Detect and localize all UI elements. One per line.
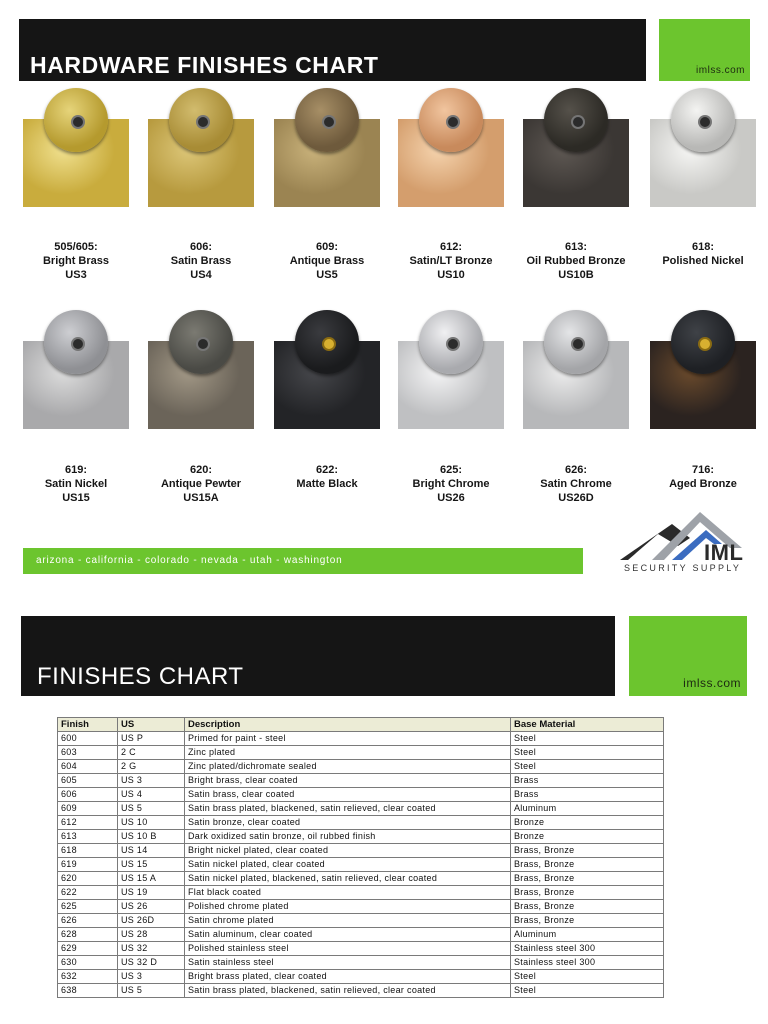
finish-swatch bbox=[274, 88, 380, 220]
table-row bbox=[58, 956, 664, 970]
finish-name: Satin Nickel bbox=[44, 478, 108, 490]
finish-caption bbox=[141, 463, 261, 505]
top-header-bar bbox=[19, 19, 646, 81]
cell-finish: 619 bbox=[58, 858, 118, 872]
table-row bbox=[58, 900, 664, 914]
table-row bbox=[58, 984, 664, 998]
finish-swatch bbox=[398, 310, 504, 442]
finish-us: US3 bbox=[65, 269, 87, 281]
finish-code: 625: bbox=[439, 464, 463, 476]
cell-base-material: Brass, Bronze bbox=[511, 858, 664, 872]
cell-description: Dark oxidized satin bronze, oil rubbed finish bbox=[185, 830, 511, 844]
cell-description: Bright brass plated, clear coated bbox=[185, 970, 511, 984]
finish-name: Polished Nickel bbox=[662, 255, 744, 267]
cell-us: US 15 A bbox=[118, 872, 185, 886]
cell-description: Satin brass plated, blackened, satin relieved, clear coated bbox=[185, 984, 511, 998]
finish-caption bbox=[141, 240, 261, 282]
table-row bbox=[58, 942, 664, 956]
keyhole-icon bbox=[698, 337, 712, 351]
cell-finish: 613 bbox=[58, 830, 118, 844]
finish-us: US15 bbox=[62, 492, 90, 504]
section-title: FINISHES CHART bbox=[37, 663, 244, 690]
cell-description: Bright brass, clear coated bbox=[185, 774, 511, 788]
table-row bbox=[58, 858, 664, 872]
cell-us: US 28 bbox=[118, 928, 185, 942]
finish-caption bbox=[16, 463, 136, 505]
cell-finish: 629 bbox=[58, 942, 118, 956]
lock-knob-icon bbox=[295, 310, 359, 374]
cell-us: US 26D bbox=[118, 914, 185, 928]
cell-description: Bright nickel plated, clear coated bbox=[185, 844, 511, 858]
cell-base-material: Brass bbox=[511, 788, 664, 802]
finish-name: Antique Brass bbox=[289, 255, 365, 267]
cell-finish: 603 bbox=[58, 746, 118, 760]
finish-code: 622: bbox=[315, 464, 339, 476]
finish-name: Bright Brass bbox=[42, 255, 110, 267]
finish-swatch bbox=[523, 88, 629, 220]
finish-swatch bbox=[23, 88, 129, 220]
table-row bbox=[58, 914, 664, 928]
finish-code: 620: bbox=[189, 464, 213, 476]
logo-brand: IML bbox=[704, 540, 744, 565]
cell-finish: 626 bbox=[58, 914, 118, 928]
cell-finish: 625 bbox=[58, 900, 118, 914]
finish-swatch bbox=[148, 310, 254, 442]
cell-description: Satin aluminum, clear coated bbox=[185, 928, 511, 942]
cell-finish: 605 bbox=[58, 774, 118, 788]
cell-base-material: Brass, Bronze bbox=[511, 886, 664, 900]
cell-finish: 618 bbox=[58, 844, 118, 858]
lock-knob-icon bbox=[44, 310, 108, 374]
finish-swatch bbox=[274, 310, 380, 442]
cell-base-material: Aluminum bbox=[511, 802, 664, 816]
keyhole-icon bbox=[322, 115, 336, 129]
lock-knob-icon bbox=[544, 310, 608, 374]
cell-description: Satin brass plated, blackened, satin relieved, clear coated bbox=[185, 802, 511, 816]
cell-finish: 632 bbox=[58, 970, 118, 984]
finish-name: Bright Chrome bbox=[412, 478, 490, 490]
keyhole-icon bbox=[196, 337, 210, 351]
lock-knob-icon bbox=[419, 310, 483, 374]
finish-name: Aged Bronze bbox=[669, 478, 737, 490]
finish-swatch bbox=[523, 310, 629, 442]
table-row bbox=[58, 872, 664, 886]
finishes-table-wrap bbox=[57, 717, 663, 998]
cell-description: Satin nickel plated, blackened, satin relieved, clear coated bbox=[185, 872, 511, 886]
table-row bbox=[58, 816, 664, 830]
keyhole-icon bbox=[446, 337, 460, 351]
cell-us: US 26 bbox=[118, 900, 185, 914]
cell-us: US 4 bbox=[118, 788, 185, 802]
lock-knob-icon bbox=[295, 88, 359, 152]
cell-base-material: Brass, Bronze bbox=[511, 844, 664, 858]
cell-finish: 622 bbox=[58, 886, 118, 900]
table-row bbox=[58, 802, 664, 816]
finish-name: Matte Black bbox=[296, 478, 358, 490]
table-row bbox=[58, 830, 664, 844]
cell-base-material: Steel bbox=[511, 746, 664, 760]
finish-us: US5 bbox=[316, 269, 338, 281]
finish-us: US15A bbox=[183, 492, 219, 504]
cell-description: Satin nickel plated, clear coated bbox=[185, 858, 511, 872]
finish-caption bbox=[267, 240, 387, 282]
cell-base-material: Brass, Bronze bbox=[511, 914, 664, 928]
finish-code: 619: bbox=[64, 464, 88, 476]
cell-base-material: Stainless steel 300 bbox=[511, 942, 664, 956]
logo-tagline: SECURITY SUPPLY bbox=[624, 563, 742, 573]
finish-caption bbox=[267, 463, 387, 491]
table-row bbox=[58, 886, 664, 900]
lock-knob-icon bbox=[169, 88, 233, 152]
table-row bbox=[58, 746, 664, 760]
finish-name: Satin/LT Bronze bbox=[409, 255, 493, 267]
keyhole-icon bbox=[71, 337, 85, 351]
finish-us: US26 bbox=[437, 492, 465, 504]
lock-knob-icon bbox=[419, 88, 483, 152]
cell-finish: 630 bbox=[58, 956, 118, 970]
keyhole-icon bbox=[698, 115, 712, 129]
finish-us: US10 bbox=[437, 269, 465, 281]
cell-finish: 604 bbox=[58, 760, 118, 774]
finish-caption bbox=[391, 240, 511, 282]
cell-us: US P bbox=[118, 732, 185, 746]
cell-base-material: Steel bbox=[511, 970, 664, 984]
states-banner bbox=[23, 548, 583, 574]
finish-swatch bbox=[398, 88, 504, 220]
cell-description: Satin bronze, clear coated bbox=[185, 816, 511, 830]
cell-description: Primed for paint - steel bbox=[185, 732, 511, 746]
cell-base-material: Stainless steel 300 bbox=[511, 956, 664, 970]
lock-knob-icon bbox=[169, 310, 233, 374]
cell-description: Zinc plated bbox=[185, 746, 511, 760]
cell-us: US 15 bbox=[118, 858, 185, 872]
finish-name: Antique Pewter bbox=[160, 478, 242, 490]
lock-knob-icon bbox=[44, 88, 108, 152]
site-url[interactable]: imlss.com bbox=[696, 65, 745, 76]
finish-caption bbox=[516, 463, 636, 505]
cell-us: 2 G bbox=[118, 760, 185, 774]
col-header-us: US bbox=[118, 718, 185, 732]
keyhole-icon bbox=[571, 337, 585, 351]
finish-caption bbox=[643, 463, 763, 491]
cell-finish: 609 bbox=[58, 802, 118, 816]
keyhole-icon bbox=[571, 115, 585, 129]
cell-description: Flat black coated bbox=[185, 886, 511, 900]
finish-caption bbox=[516, 240, 636, 282]
cell-base-material: Bronze bbox=[511, 816, 664, 830]
finish-code: 612: bbox=[439, 241, 463, 253]
states-text: arizona - california - colorado - nevada - utah - washington bbox=[36, 555, 343, 566]
cell-us: US 14 bbox=[118, 844, 185, 858]
page-title: HARDWARE FINISHES CHART bbox=[30, 52, 379, 78]
cell-us: US 19 bbox=[118, 886, 185, 900]
finish-caption bbox=[16, 240, 136, 282]
finish-code: 626: bbox=[564, 464, 588, 476]
cell-us: 2 C bbox=[118, 746, 185, 760]
cell-finish: 628 bbox=[58, 928, 118, 942]
keyhole-icon bbox=[322, 337, 336, 351]
finish-swatch bbox=[650, 310, 756, 442]
cell-description: Polished chrome plated bbox=[185, 900, 511, 914]
cell-finish: 620 bbox=[58, 872, 118, 886]
cell-finish: 600 bbox=[58, 732, 118, 746]
keyhole-icon bbox=[196, 115, 210, 129]
cell-finish: 612 bbox=[58, 816, 118, 830]
finish-code: 618: bbox=[691, 241, 715, 253]
top-site-box bbox=[659, 19, 750, 81]
lock-knob-icon bbox=[671, 88, 735, 152]
finish-swatch bbox=[148, 88, 254, 220]
lock-knob-icon bbox=[544, 88, 608, 152]
finish-code: 613: bbox=[564, 241, 588, 253]
table-header-row bbox=[58, 718, 664, 732]
cell-us: US 3 bbox=[118, 970, 185, 984]
finish-caption bbox=[643, 240, 763, 268]
cell-us: US 32 D bbox=[118, 956, 185, 970]
col-header-description: Description bbox=[185, 718, 511, 732]
section-site-url[interactable]: imlss.com bbox=[683, 676, 741, 690]
cell-description: Satin stainless steel bbox=[185, 956, 511, 970]
finish-name: Satin Chrome bbox=[540, 478, 612, 490]
iml-logo bbox=[618, 508, 746, 578]
finish-us: US4 bbox=[190, 269, 212, 281]
cell-us: US 3 bbox=[118, 774, 185, 788]
cell-finish: 638 bbox=[58, 984, 118, 998]
finishes-table bbox=[57, 717, 664, 998]
col-header-base-material: Base Material bbox=[511, 718, 664, 732]
cell-base-material: Aluminum bbox=[511, 928, 664, 942]
keyhole-icon bbox=[71, 115, 85, 129]
lock-knob-icon bbox=[671, 310, 735, 374]
finish-us: US26D bbox=[558, 492, 594, 504]
cell-description: Zinc plated/dichromate sealed bbox=[185, 760, 511, 774]
table-row bbox=[58, 774, 664, 788]
cell-description: Satin brass, clear coated bbox=[185, 788, 511, 802]
section-site-box bbox=[629, 616, 747, 696]
cell-base-material: Brass bbox=[511, 774, 664, 788]
finish-name: Oil Rubbed Bronze bbox=[526, 255, 626, 267]
table-row bbox=[58, 970, 664, 984]
finish-us: US10B bbox=[558, 269, 594, 281]
cell-base-material: Steel bbox=[511, 984, 664, 998]
cell-description: Polished stainless steel bbox=[185, 942, 511, 956]
section-header-bar bbox=[21, 616, 615, 696]
table-row bbox=[58, 760, 664, 774]
finish-swatch bbox=[650, 88, 756, 220]
cell-us: US 10 bbox=[118, 816, 185, 830]
table-row bbox=[58, 928, 664, 942]
cell-finish: 606 bbox=[58, 788, 118, 802]
finish-caption bbox=[391, 463, 511, 505]
cell-base-material: Steel bbox=[511, 732, 664, 746]
cell-base-material: Bronze bbox=[511, 830, 664, 844]
cell-base-material: Brass, Bronze bbox=[511, 872, 664, 886]
cell-base-material: Steel bbox=[511, 760, 664, 774]
finish-swatch bbox=[23, 310, 129, 442]
cell-us: US 10 B bbox=[118, 830, 185, 844]
finish-code: 606: bbox=[189, 241, 213, 253]
table-row bbox=[58, 844, 664, 858]
col-header-finish: Finish bbox=[58, 718, 118, 732]
cell-base-material: Brass, Bronze bbox=[511, 900, 664, 914]
cell-us: US 32 bbox=[118, 942, 185, 956]
cell-description: Satin chrome plated bbox=[185, 914, 511, 928]
cell-us: US 5 bbox=[118, 984, 185, 998]
keyhole-icon bbox=[446, 115, 460, 129]
finish-code: 716: bbox=[691, 464, 715, 476]
table-row bbox=[58, 732, 664, 746]
finish-code: 505/605: bbox=[54, 241, 98, 253]
finish-name: Satin Brass bbox=[170, 255, 232, 267]
table-row bbox=[58, 788, 664, 802]
finish-code: 609: bbox=[315, 241, 339, 253]
cell-us: US 5 bbox=[118, 802, 185, 816]
